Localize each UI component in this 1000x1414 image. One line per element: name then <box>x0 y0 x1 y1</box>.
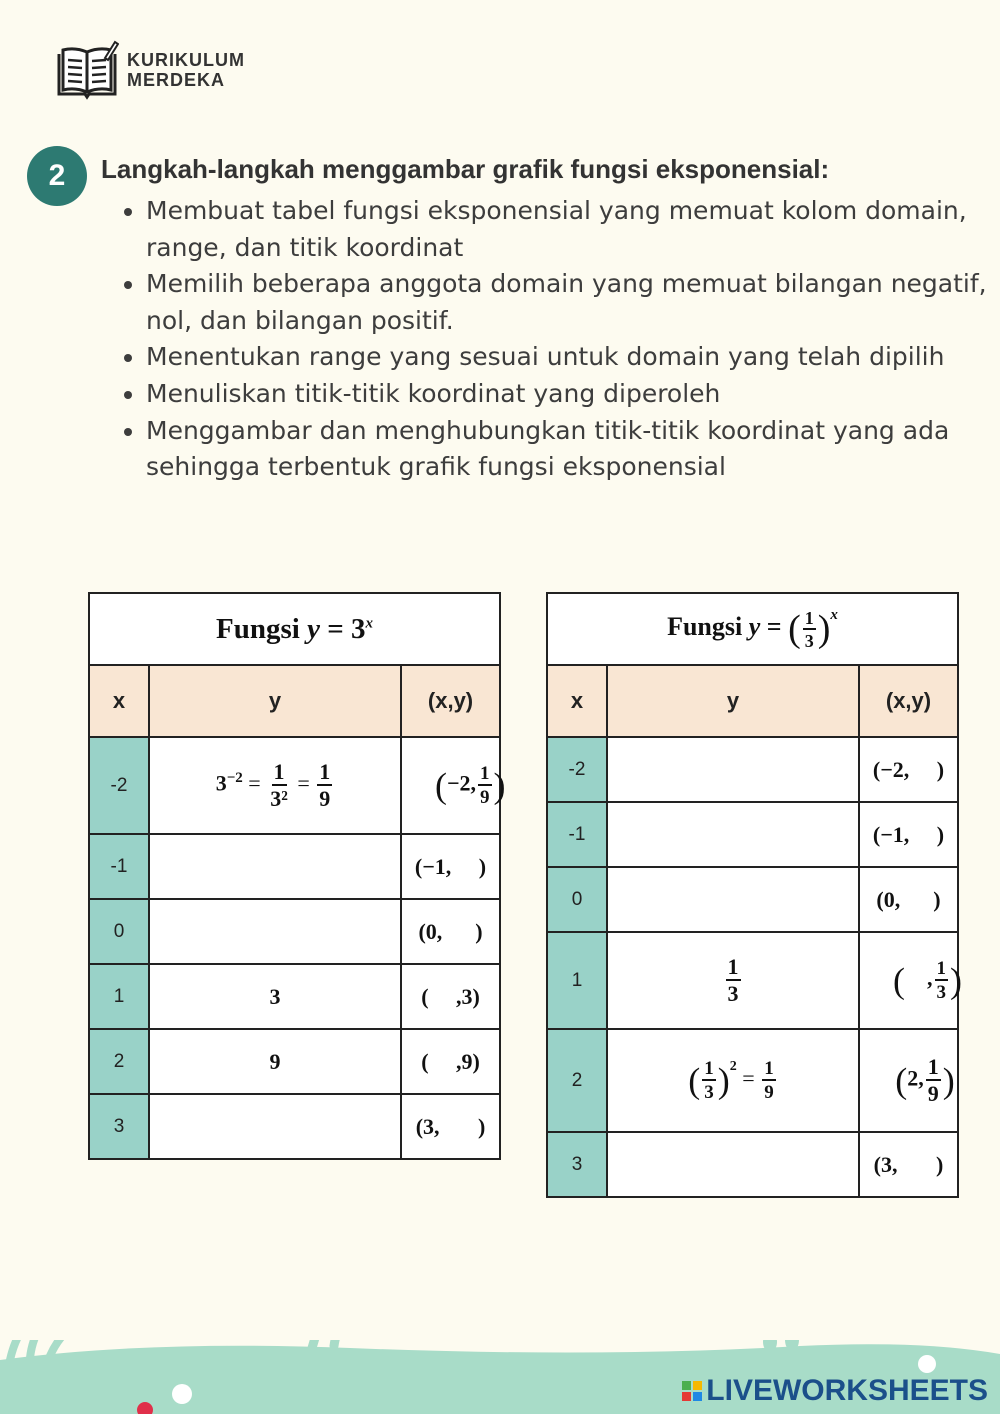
x-value: 3 <box>89 1094 149 1159</box>
y-answer-blank[interactable] <box>607 867 859 932</box>
denominator: 3 <box>804 630 814 651</box>
numerator: 1 <box>273 759 285 784</box>
list-item: • Memilih beberapa anggota domain yang memuat bilangan negatif, nol, dan bilangan positif. <box>146 266 1000 339</box>
header-y: y <box>149 665 401 737</box>
y-value: 3 <box>149 964 401 1029</box>
table-function-one-third-power-x <box>546 592 962 1198</box>
denominator: 9 <box>319 786 331 811</box>
y-answer-blank[interactable] <box>149 1094 401 1159</box>
numerator: 1 <box>727 954 739 979</box>
denominator: 3² <box>270 786 288 811</box>
table-row <box>547 932 958 1029</box>
eq-sign: = <box>297 770 310 796</box>
title-prefix: Fungsi <box>216 612 308 645</box>
x-value: -1 <box>547 802 607 867</box>
point-value[interactable]: ( ,3) <box>401 964 500 1029</box>
table-row <box>89 1029 500 1094</box>
denominator: 3 <box>704 1082 714 1103</box>
header-x: x <box>547 665 607 737</box>
title-exp: x <box>365 614 373 631</box>
fraction <box>317 761 332 810</box>
table-row <box>89 834 500 899</box>
y-value: 9 <box>149 1029 401 1094</box>
table-title <box>89 593 500 665</box>
fraction <box>268 761 290 810</box>
point-value[interactable]: (−1, ) <box>401 834 500 899</box>
fraction <box>726 956 741 1005</box>
denominator: 9 <box>764 1082 774 1103</box>
title-var: y <box>307 612 320 645</box>
y-value <box>607 932 859 1029</box>
section-heading: Langkah-langkah menggambar grafik fungsi eksponensial: <box>101 154 830 184</box>
numerator: 1 <box>927 1054 939 1079</box>
list-item: • Menggambar dan menghubungkan titik-titik koordinat yang ada sehingga terbentuk grafik fungsi eksponensial <box>146 413 1000 486</box>
y-answer-blank[interactable] <box>149 834 401 899</box>
liveworksheets-logo-icon <box>682 1381 702 1401</box>
y-answer-blank[interactable] <box>607 737 859 802</box>
y-value <box>149 737 401 834</box>
eq-sign: = <box>248 770 261 796</box>
title-exp: x <box>830 607 838 623</box>
table-row <box>547 737 958 802</box>
table-row <box>547 1029 958 1132</box>
point-x: −2, <box>447 770 477 796</box>
point-value: (−2, $\frac{1}{9}$ ) <box>401 737 500 834</box>
x-value: 3 <box>547 1132 607 1197</box>
x-value: 2 <box>547 1029 607 1132</box>
eq-sign: = <box>742 1065 755 1091</box>
table-row <box>89 899 500 964</box>
x-value: 2 <box>89 1029 149 1094</box>
title-eq: = 3 <box>319 612 366 645</box>
table-row <box>547 1132 958 1197</box>
denominator: 9 <box>480 787 490 808</box>
x-value: -2 <box>89 737 149 834</box>
point-value: (2, $\frac{1}{9}$ ) <box>859 1029 958 1132</box>
point-value[interactable]: ( ,9) <box>401 1029 500 1094</box>
fraction <box>803 609 816 650</box>
point-x: 2, <box>907 1065 924 1091</box>
x-value: -2 <box>547 737 607 802</box>
list-item: • Menentukan range yang sesuai untuk domain yang telah dipilih <box>146 339 1000 376</box>
y-answer-blank[interactable] <box>607 1132 859 1197</box>
header-x: x <box>89 665 149 737</box>
denominator: 9 <box>927 1081 939 1106</box>
point-value[interactable]: (−2, ) <box>859 737 958 802</box>
point-value[interactable]: (−1, ) <box>859 802 958 867</box>
table-function-3-power-x <box>88 592 506 1160</box>
point-value[interactable]: (0, ) <box>859 867 958 932</box>
list-item: • Menuliskan titik-titik koordinat yang diperoleh <box>146 376 1000 413</box>
fraction <box>702 1059 716 1102</box>
y-exp: −2 <box>226 770 243 787</box>
fraction <box>926 1056 941 1105</box>
liveworksheets-watermark <box>682 1374 988 1408</box>
header-y: y <box>607 665 859 737</box>
numerator: 1 <box>804 607 814 628</box>
table-row <box>547 802 958 867</box>
denominator: 3 <box>727 981 739 1006</box>
brand-logo <box>55 40 245 100</box>
list-item: • Membuat tabel fungsi eksponensial yang memuat kolom domain, range, dan titik koordinat <box>146 193 1000 266</box>
fraction <box>762 1059 776 1102</box>
denominator: 3 <box>936 982 946 1003</box>
numerator: 1 <box>764 1058 774 1079</box>
point-value[interactable]: ( , $\frac{1}{3}$ ) <box>859 932 958 1029</box>
point-x: , <box>905 965 933 991</box>
brand-line1: KURIKULUM <box>127 50 245 70</box>
point-value[interactable]: (0, ) <box>401 899 500 964</box>
y-answer-blank[interactable] <box>607 802 859 867</box>
header-xy: (x,y) <box>401 665 500 737</box>
point-value[interactable]: (3, ) <box>401 1094 500 1159</box>
table-row <box>89 964 500 1029</box>
x-value: 1 <box>89 964 149 1029</box>
y-exp: 2 <box>729 1059 737 1074</box>
watermark-text: LIVEWORKSHEETS <box>706 1374 988 1407</box>
section-number-badge: 2 <box>27 146 87 206</box>
table-title: Fungsi y = ( $\frac{1}{3}$ )$^x$ <box>547 593 958 665</box>
table-row <box>547 867 958 932</box>
header-xy: (x,y) <box>859 665 958 737</box>
title-prefix: Fungsi <box>667 611 749 641</box>
brand-line2: MERDEKA <box>127 70 226 90</box>
steps-list <box>100 193 1000 486</box>
x-value: 0 <box>547 867 607 932</box>
title-eq: = <box>760 611 789 641</box>
table-row <box>89 1094 500 1159</box>
numerator: 1 <box>319 759 331 784</box>
fraction <box>478 764 492 807</box>
numerator: 1 <box>480 763 490 784</box>
y-value: ( $\frac{1}{3}$ )$^2$ = $\frac{1}{9}$ <box>607 1029 859 1132</box>
y-base: 3 <box>215 770 227 796</box>
numerator: 1 <box>936 958 946 979</box>
brand-text <box>127 50 245 90</box>
title-var: y <box>748 611 761 641</box>
x-value: -1 <box>89 834 149 899</box>
point-value[interactable]: (3, ) <box>859 1132 958 1197</box>
open-book-icon <box>55 40 119 100</box>
numerator: 1 <box>704 1058 714 1079</box>
y-answer-blank[interactable] <box>149 899 401 964</box>
fraction <box>935 959 949 1002</box>
table-row <box>89 737 500 834</box>
x-value: 1 <box>547 932 607 1029</box>
x-value: 0 <box>89 899 149 964</box>
